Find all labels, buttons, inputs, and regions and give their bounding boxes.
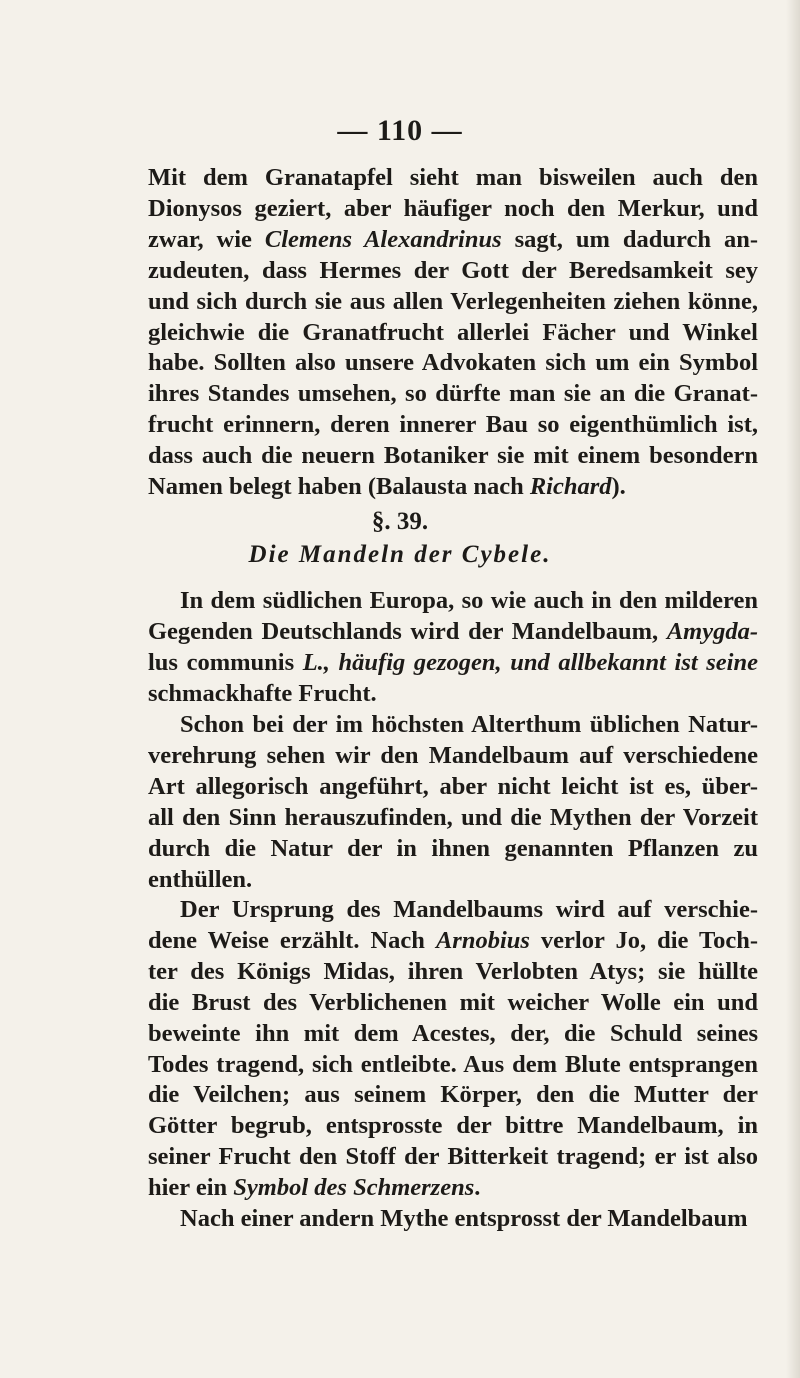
section-number: §. 39.	[371, 508, 429, 535]
text-line	[148, 348, 758, 378]
text-span: Art allegorisch angeführt, aber nicht leicht ist es, über-	[148, 772, 758, 800]
text-line	[148, 988, 758, 1018]
text-line	[148, 1050, 758, 1080]
text-line	[148, 194, 758, 224]
text-span: dass auch die neuern Botaniker sie mit einem besondern	[148, 442, 758, 470]
page-number: — 110 —	[337, 114, 463, 147]
text-line	[148, 1111, 758, 1141]
text-line	[148, 772, 758, 802]
text-line	[180, 895, 758, 925]
text-span: beweinte ihn mit dem Acestes, der, die Schuld seines	[148, 1019, 758, 1047]
text-span: schmackhafte Frucht.	[148, 679, 377, 707]
text-line	[180, 586, 758, 616]
text-line	[180, 710, 758, 740]
text-span: zudeuten, dass Hermes der Gott der Beredsamkeit sey	[148, 256, 758, 284]
text-line	[148, 679, 758, 709]
text-span: durch die Natur der in ihnen genannten Pflanzen zu	[148, 834, 758, 862]
text-span: die Veilchen; aus seinem Körper, den die Mutter der	[148, 1081, 758, 1109]
text-span: Der Ursprung des Mandelbaums wird auf verschie-	[180, 896, 758, 923]
text-span: ihres Standes umsehen, so dürfte man sie an die Granat-	[148, 380, 758, 408]
text-span: ).	[611, 473, 626, 500]
text-line	[148, 957, 758, 987]
text-line	[148, 1080, 758, 1110]
text-span: habe. Sollten also unsere Advokaten sich um ein Symbol	[148, 349, 758, 377]
text-line	[148, 1142, 758, 1172]
text-line	[148, 472, 758, 502]
text-line	[148, 379, 758, 409]
text-span: Nach einer andern Mythe entsprosst der Mandelbaum	[180, 1205, 748, 1232]
text-line	[148, 287, 758, 317]
text-span: In dem südlichen Europa, so wie auch in den milderen	[180, 587, 758, 614]
text-line	[148, 441, 758, 471]
page-edge-shadow	[786, 0, 800, 1378]
italic-name: L., häufig gezogen, und allbekannt ist seine	[294, 648, 758, 676]
text-span: verlor Jo, die Toch-	[529, 926, 758, 954]
text-line	[148, 648, 758, 678]
text-line	[180, 1204, 758, 1234]
text-span: Schon bei der im höchsten Alterthum üblichen Natur-	[180, 711, 758, 738]
text-line	[148, 926, 758, 956]
text-line	[148, 803, 758, 833]
text-span: all den Sinn herauszufinden, und die Mythen der Vorzeit	[148, 803, 758, 831]
text-line	[148, 834, 758, 864]
italic-name: Arnobius	[435, 926, 530, 954]
italic-name: Clemens Alexandrinus	[264, 225, 502, 253]
text-span: frucht erinnern, deren innerer Bau so eigenthümlich ist,	[148, 411, 758, 439]
italic-name: Richard	[529, 473, 612, 500]
text-span: verehrung sehen wir den Mandelbaum auf verschiedene	[148, 741, 758, 769]
text-span: gleichwie die Granatfrucht allerlei Fächer und Winkel	[148, 318, 758, 346]
text-line	[148, 865, 758, 895]
text-span: dene Weise erzählt. Nach	[148, 926, 436, 954]
text-line	[148, 410, 758, 440]
text-line	[148, 225, 758, 255]
italic-name: Symbol des Schmerzens	[233, 1174, 475, 1202]
text-line	[148, 617, 758, 647]
text-span: hier ein	[148, 1174, 234, 1202]
text-line	[148, 163, 758, 193]
text-line	[148, 318, 758, 348]
text-span: Namen belegt haben (Balausta nach	[148, 473, 530, 500]
text-span: zwar, wie	[148, 225, 265, 253]
text-span: Todes tragend, sich entleibte. Aus dem Blute entsprangen	[148, 1050, 758, 1078]
text-span: seiner Frucht den Stoff der Bitterkeit tragend; er ist also	[148, 1143, 758, 1171]
italic-name: Amygda-	[666, 617, 758, 645]
text-span: ter des Königs Midas, ihren Verlobten Atys; sie hüllte	[148, 957, 758, 985]
text-span: die Brust des Verblichenen mit weicher Wolle ein und	[148, 988, 758, 1016]
text-span: Götter begrub, entsprosste der bittre Mandelbaum, in	[148, 1112, 758, 1140]
text-line	[148, 741, 758, 771]
text-span: lus communis	[148, 648, 295, 676]
text-span: Mit dem Granatapfel sieht man bisweilen auch den	[148, 164, 758, 191]
text-line	[148, 1173, 758, 1203]
text-span: sagt, um dadurch an-	[501, 225, 758, 253]
text-span: Dionysos geziert, aber häufiger noch den Merkur, und	[148, 194, 758, 222]
section-title: Die Mandeln der Cybele.	[248, 541, 552, 568]
text-line	[148, 1019, 758, 1049]
text-span: .	[474, 1174, 481, 1202]
text-span: enthüllen.	[148, 865, 253, 893]
text-span: und sich durch sie aus allen Verlegenheiten ziehen könne,	[148, 287, 758, 315]
text-span: Gegenden Deutschlands wird der Mandelbaum,	[148, 617, 667, 645]
text-line	[148, 256, 758, 286]
